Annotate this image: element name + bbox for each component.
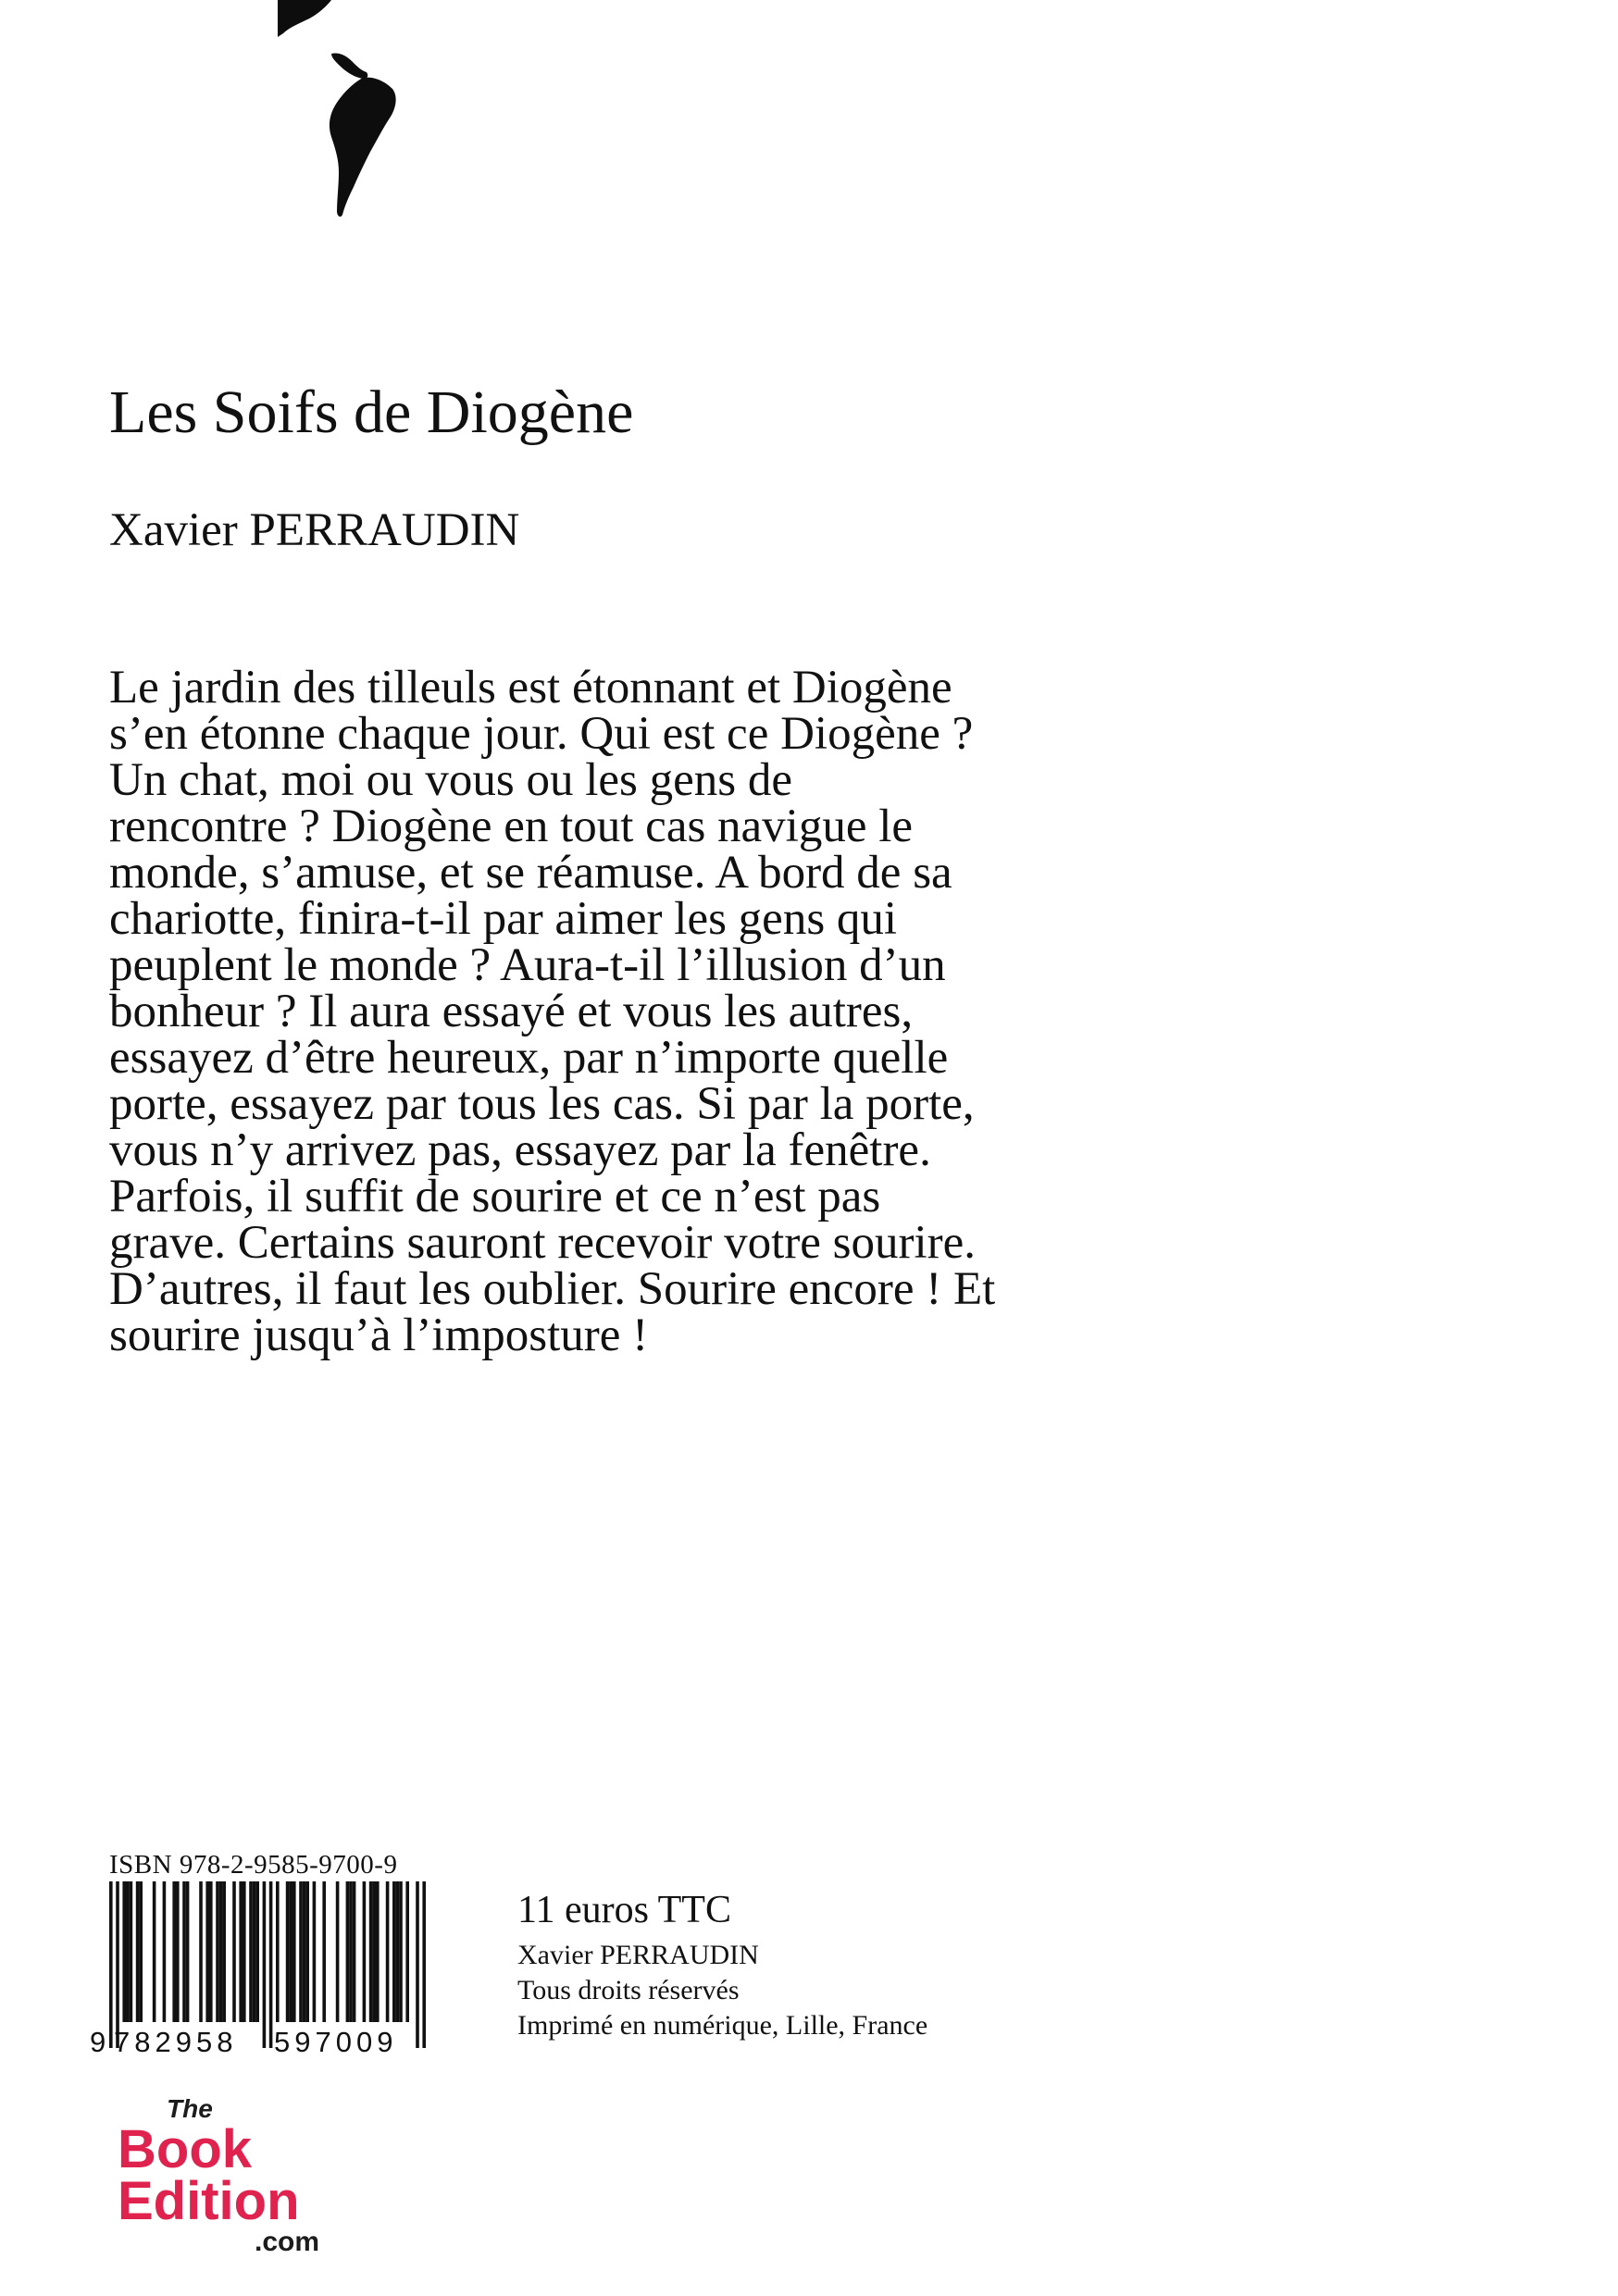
barcode-bar [422, 1881, 426, 2048]
publication-info [517, 1938, 927, 2043]
barcode-bar [216, 1881, 219, 2022]
barcode-bar [313, 1881, 317, 2022]
barcode-bar [396, 1881, 400, 2022]
isbn-label: ISBN 978-2-9585-9700-9 [109, 1850, 398, 1880]
price-label: 11 euros TTC [517, 1889, 731, 1931]
barcode-bar [219, 1881, 223, 2022]
logo-edition: Edition [118, 2171, 300, 2231]
barcode-bar [232, 1881, 236, 2022]
barcode-bar [199, 1881, 203, 2022]
barcode-bar [136, 1881, 140, 2022]
blurb-line: s’en étonne chaque jour. Qui est ce Diogène ? [109, 708, 974, 760]
barcode-bar [303, 1881, 306, 2022]
barcode-bar [176, 1881, 180, 2022]
barcode-bar [126, 1881, 130, 2022]
barcode-bar [346, 1881, 350, 2022]
barcode-bar [255, 1881, 259, 2022]
barcode-bar [289, 1881, 292, 2022]
barcode-bar [209, 1881, 213, 2022]
barcode-bar [253, 1881, 256, 2022]
barcode-bar [369, 1881, 373, 2022]
barcode-bar [269, 1881, 273, 2048]
blurb-line: D’autres, il faut les oublier. Sourire encore ! Et [109, 1263, 996, 1315]
world-map-americas-illustration [278, 0, 398, 222]
print-location: Imprimé en numérique, Lille, France [517, 2010, 928, 2041]
barcode-bar [372, 1881, 376, 2022]
barcode-digits-right: 597009 [274, 2026, 398, 2057]
barcode-bar [205, 1881, 209, 2022]
barcode-bar [116, 1881, 119, 2048]
barcode-bar [163, 1881, 167, 2022]
book-title: Les Soifs de Diogène [109, 379, 634, 446]
barcode-bar [376, 1881, 380, 2022]
isbn-barcode [81, 1881, 452, 2057]
blurb-line: sourire jusqu’à l’imposture ! [109, 1309, 649, 1361]
blurb-line: chariotte, finira-t-il par aimer les gens qui [109, 893, 898, 945]
blurb-line: Le jardin des tilleuls est étonnant et Diogène [109, 662, 952, 714]
blurb-line: rencontre ? Diogène en tout cas navigue le [109, 800, 914, 852]
blurb-line: essayez d’être heureux, par n’importe quelle [109, 1032, 949, 1084]
barcode-bar [172, 1881, 176, 2022]
barcode-digits-left: 782958 [114, 2026, 238, 2057]
barcode-bar [286, 1881, 290, 2022]
blurb-line: porte, essayez par tous les cas. Si par la porte, [109, 1078, 975, 1130]
copyright-author: Xavier PERRAUDIN [517, 1940, 759, 1970]
barcode-bar [239, 1881, 243, 2022]
barcode-bar [153, 1881, 156, 2022]
back-cover-blurb [109, 664, 1266, 1359]
blurb-line: vous n’y arrivez pas, essayez par la fenêtre. [109, 1124, 931, 1176]
logo-dotcom: .com [255, 2227, 320, 2257]
barcode-bar [292, 1881, 296, 2022]
barcode-bar [305, 1881, 309, 2022]
blurb-line: Parfois, il suffit de sourire et ce n’est pas [109, 1171, 881, 1222]
barcode-bar [416, 1881, 419, 2048]
blurb-line: bonheur ? Il aura essayé et vous les autres, [109, 986, 914, 1037]
barcode-bar [182, 1881, 186, 2022]
thebookedition-logo [116, 2091, 338, 2258]
barcode-bar [405, 1881, 409, 2022]
logo-the: The [167, 2094, 213, 2123]
logo-book: Book [118, 2119, 252, 2179]
barcode-bar [243, 1881, 246, 2022]
barcode-bar [353, 1881, 356, 2022]
blurb-line: peuplent le monde ? Aura-t-il l’illusion d’un [109, 939, 946, 991]
barcode-bar [139, 1881, 143, 2022]
barcode-bar [130, 1881, 133, 2022]
barcode-bar [322, 1881, 326, 2022]
barcode-bar [249, 1881, 253, 2022]
rights-notice: Tous droits réservés [517, 1975, 740, 2005]
barcode-digit-first: 9 [90, 2026, 106, 2057]
barcode-bar [392, 1881, 396, 2022]
barcode-bar [263, 1881, 267, 2048]
barcode-bar [276, 1881, 280, 2022]
barcode-bar [363, 1881, 367, 2022]
barcode-bar [109, 1881, 113, 2048]
barcode-bar [222, 1881, 226, 2022]
barcode-bar [349, 1881, 353, 2022]
blurb-line: Un chat, moi ou vous ou les gens de [109, 754, 792, 806]
barcode-bar [186, 1881, 190, 2022]
barcode-bars [109, 1881, 426, 2048]
barcode-bar [399, 1881, 403, 2022]
blurb-line: monde, s’amuse, et se réamuse. A bord de sa [109, 847, 952, 899]
barcode-bar [336, 1881, 340, 2022]
barcode-bar [386, 1881, 390, 2022]
book-author: Xavier PERRAUDIN [109, 504, 520, 556]
blurb-line: grave. Certains sauront recevoir votre sourire. [109, 1217, 977, 1269]
barcode-bar [299, 1881, 303, 2022]
barcode-bar [122, 1881, 126, 2022]
